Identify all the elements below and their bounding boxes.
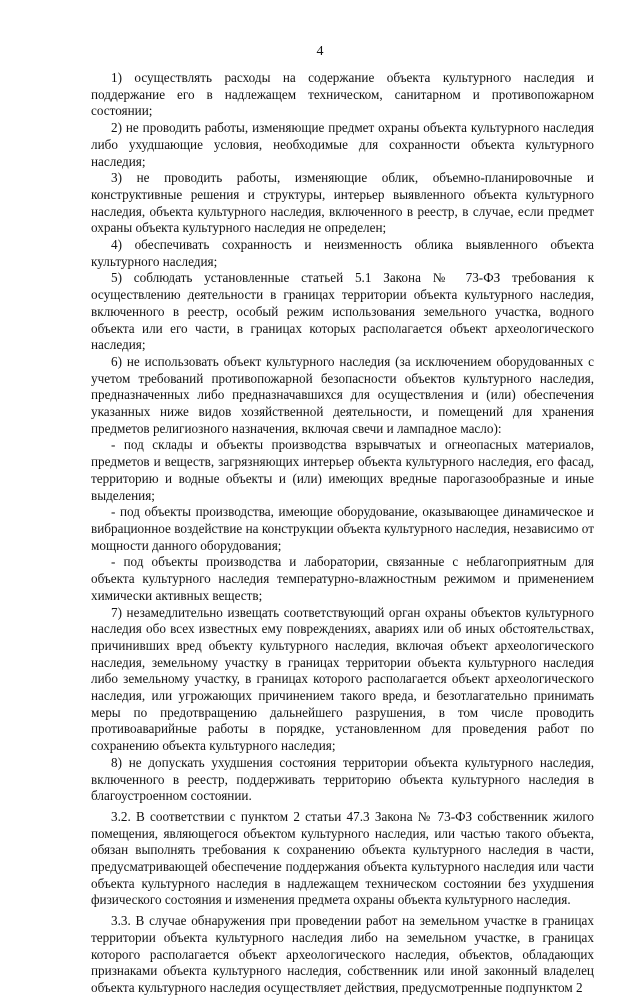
- document-body: [91, 70, 594, 997]
- paragraph-item-2: 2) не проводить работы, изменяющие предмет охраны объекта культурного наследия либо ухудшающие условия, необходимые для сохранности объекта культурного наследия;: [91, 120, 594, 169]
- paragraph-subitem-warehouses: - под склады и объекты производства взрывчатых и огнеопасных материалов, предметов и веществ, загрязняющих интерьер объекта культурного наследия, его фасад, территорию и водные объекты и (или) имеющих вредные парогазообразные и иные выделения;: [91, 437, 594, 503]
- paragraph-item-8: 8) не допускать ухудшения состояния территории объекта культурного наследия, включенного в реестр, поддерживать территорию объекта культурного наследия в благоустроенном состоянии.: [91, 754, 594, 804]
- section-3-2: 3.2. В соответствии с пунктом 2 статьи 47.3 Закона № 73-ФЗ собственник жилого помещения, являющегося объектом культурного наследия, или частью такого объекта, обязан выполнять требования к сохранению объекта культурного наследия в части, предусматривающей обеспечение поддержания объекта культурного наследия или части объекта культурного наследия в надлежащем техническом состоянии без ухудшения физического состояния и изменения предмета охраны объекта культурного наследия.: [91, 808, 594, 908]
- paragraph-item-1: 1) осуществлять расходы на содержание объекта культурного наследия и поддержание его в надлежащем техническом, санитарном и противопожарном состоянии;: [91, 70, 594, 119]
- paragraph-subitem-laboratories: - под объекты производства и лаборатории, связанные с неблагоприятным для объекта культурного наследия температурно-влажностным режимом и применением химически активных веществ;: [91, 554, 594, 603]
- section-3-3: 3.3. В случае обнаружения при проведении работ на земельном участке в границах территории объекта культурного наследия либо на земельном участке, в границах которого располагается объект археологического наследия, объектов, обладающих признаками объекта культурного наследия, собственник или иной законный владелец объекта культурного наследия осуществляет действия, предусмотренные подпунктом 2: [91, 913, 594, 995]
- page-number: 4: [316, 44, 324, 59]
- paragraph-item-4: 4) обеспечивать сохранность и неизменность облика выявленного объекта культурного наследия;: [91, 237, 594, 269]
- paragraph-item-5: 5) соблюдать установленные статьей 5.1 Закона № 73-ФЗ требования к осуществлению деятельности в границах территории объекта культурного наследия, включенного в реестр, особый режим использования земельного участка, водного объекта или его части, в границах которых располагается объект археологического наследия;: [91, 270, 594, 353]
- paragraph-item-7: 7) незамедлительно извещать соответствующий орган охраны объектов культурного наследия обо всех известных ему повреждениях, авариях или об иных обстоятельствах, причинивших вред объекту культурного наследия, включая объект археологического наследия, земельному участку в границах территории объекта культурного наследия либо земельному участку, в границах которого располагается объект археологического наследия, или угрожающих причинением такого вреда, и безотлагательно принимать меры по предотвращению дальнейшего разрушения, в том числе проводить противоаварийные работы в порядке, установленном для проведения работ по сохранению объекта культурного наследия;: [91, 604, 594, 754]
- paragraph-subitem-production: - под объекты производства, имеющие оборудование, оказывающее динамическое и вибрационное воздействие на конструкции объекта культурного наследия, независимо от мощности данного оборудования;: [91, 504, 594, 553]
- paragraph-item-3: 3) не проводить работы, изменяющие облик, объемно-планировочные и конструктивные решения и структуры, интерьер выявленного объекта культурного наследия, объекта культурного наследия, включенного в реестр, в случае, если предмет охраны объекта культурного наследия не определен;: [91, 170, 594, 236]
- paragraph-item-6: 6) не использовать объект культурного наследия (за исключением оборудованных с учетом требований противопожарной безопасности объектов культурного наследия, предназначенных либо предназначавшихся для осуществления и (или) обеспечения указанных ниже видов хозяйственной деятельности, и помещений для хранения предметов религиозного назначения, включая свечи и лампадное масло):: [91, 353, 594, 436]
